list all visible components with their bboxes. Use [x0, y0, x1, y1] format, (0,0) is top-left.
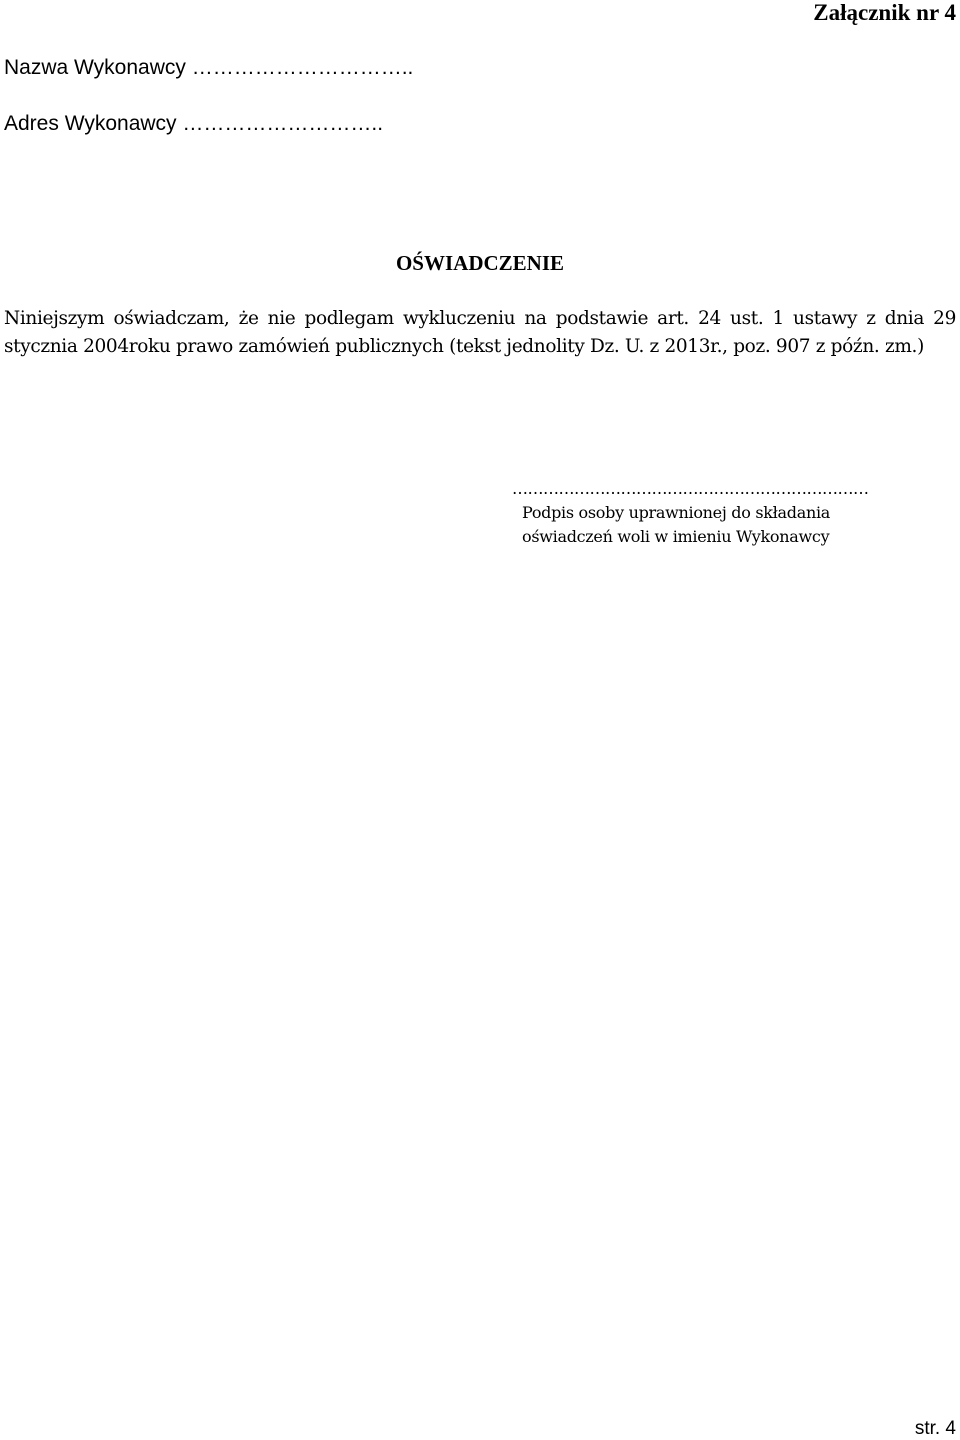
signature-caption-line-1: Podpis osoby uprawnionej do składania [522, 503, 831, 522]
signature-caption-line-2: oświadczeń woli w imieniu Wykonawcy [522, 527, 830, 546]
document-title: OŚWIADCZENIE [395, 251, 565, 275]
signature-line: …………………………………………………………… [512, 479, 869, 498]
annex-label: Załącznik nr 4 [813, 0, 956, 25]
signature-block [512, 477, 956, 549]
contractor-name-line: Nazwa Wykonawcy ………………………….. [4, 56, 414, 79]
declaration-text: Niniejszym oświadczam, że nie podlegam wykluczeniu na podstawie art. 24 ust. 1 ustawy z dnia 29 stycznia 2004roku prawo zamówień publicznych (tekst jednolity Dz. U. z 2013r., poz. 907 z późn. zm.) [4, 308, 956, 357]
page-number: str. 4 [914, 1418, 956, 1439]
contractor-address-line: Adres Wykonawcy ……………………….. [4, 112, 384, 135]
